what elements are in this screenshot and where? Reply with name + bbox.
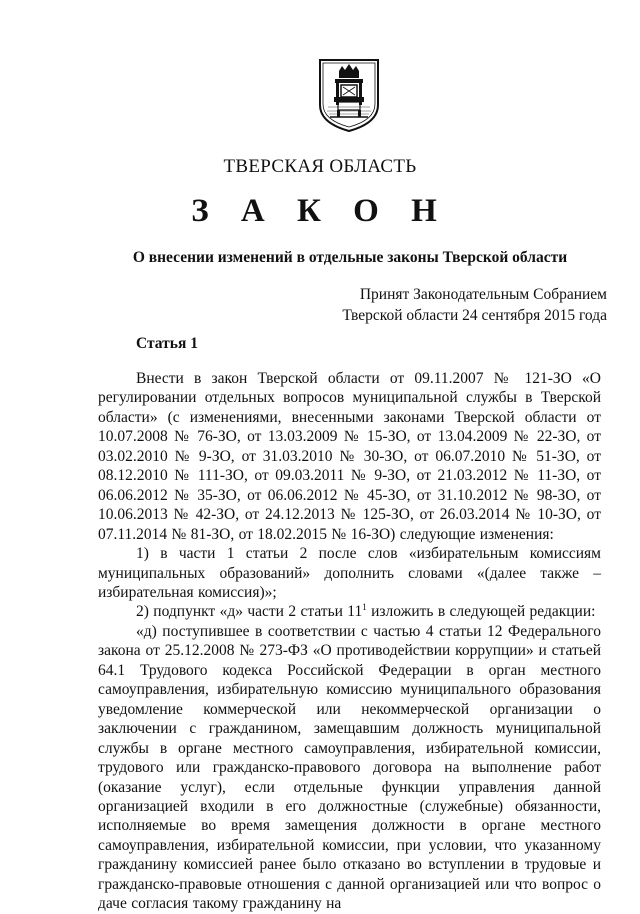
- article-heading: Статья 1: [136, 335, 198, 352]
- adoption-line-1: Принят Законодательным Собранием: [359, 286, 607, 303]
- region-name: ТВЕРСКАЯ ОБЛАСТЬ: [223, 156, 417, 177]
- adoption-line-2: Тверской области 24 сентября 2015 года: [342, 307, 607, 324]
- document-subtitle: О внесении изменений в отдельные законы Тверской области: [132, 249, 568, 266]
- article-intro-paragraph: Внести в закон Тверской области от 09.11.2007 № 121-ЗО «О регулировании отдельных вопросов муниципальной службы в Тверской области» (с изменениями, внесенными законами Тверской области от 10.07.2008 № 76-ЗО, от 13.03.2009 № 15-ЗО, от 13.04.2009 № 22-ЗО, от 03.02.2010 № 9-ЗО, от 31.03.2010 № 30-ЗО, от 06.07.2010 № 51-ЗО, от 08.12.2010 № 111-ЗО, от 09.03.2011 № 9-ЗО, от 21.03.2012 № 11-ЗО, от 06.06.2012 № 35-ЗО, от 06.06.2012 № 45-ЗО, от 31.10.2012 № 98-ЗО, от 10.06.2013 № 42-ЗО, от 24.12.2013 № 125-ЗО, от 26.03.2014 № 10-ЗО, от 07.11.2014 № 81-ЗО, от 18.02.2015 № 16-ЗО) следующие изменения:: [98, 370, 601, 543]
- coat-of-arms-icon: [318, 57, 380, 133]
- amendment-item-2-text: «д) поступившее в соответствии с частью 4 статьи 12 Федерального закона от 25.12.2008 № 273-ФЗ «О противодействии коррупции» и статьей 64.1 Трудового кодекса Российской Федерации в орган местного самоуправления, избирательную комиссию муниципального образования уведомление коммерческой или некоммерческой организации о заключении с гражданином, замещавшим должность муниципальной службы в органе местного самоуправления, избирательной комиссии, трудового или гражданско-правового договора на выполнение работ (оказание услуг), если отдельные функции управления данной организацией входили в его должностные (служебные) обязанности, исполняемые во время замещения должности в органе местного самоуправления, избирательной комиссии, при условии, что указанному гражданину комиссией ранее было отказано во вступлении в трудовые и гражданско-правовые отношения с данной организацией или что вопрос о даче согласия такому гражданину на: [98, 622, 601, 913]
- amendment-item-2-tail: изложить в следующей редакции:: [366, 603, 596, 621]
- adoption-note: [342, 284, 607, 326]
- amendment-item-2-lead: 2) подпункт «д» части 2 статьи 11: [136, 603, 363, 621]
- amendment-item-2: [98, 602, 601, 621]
- document-title: З А К О Н: [191, 193, 449, 229]
- amendment-item-1: 1) в части 1 статьи 2 после слов «избирательным комиссиям муниципальных образований» дополнить словами «(далее также – избирательная комиссия)»;: [98, 545, 601, 601]
- article-body: [98, 369, 601, 914]
- article-number-superscript: 1: [362, 602, 367, 613]
